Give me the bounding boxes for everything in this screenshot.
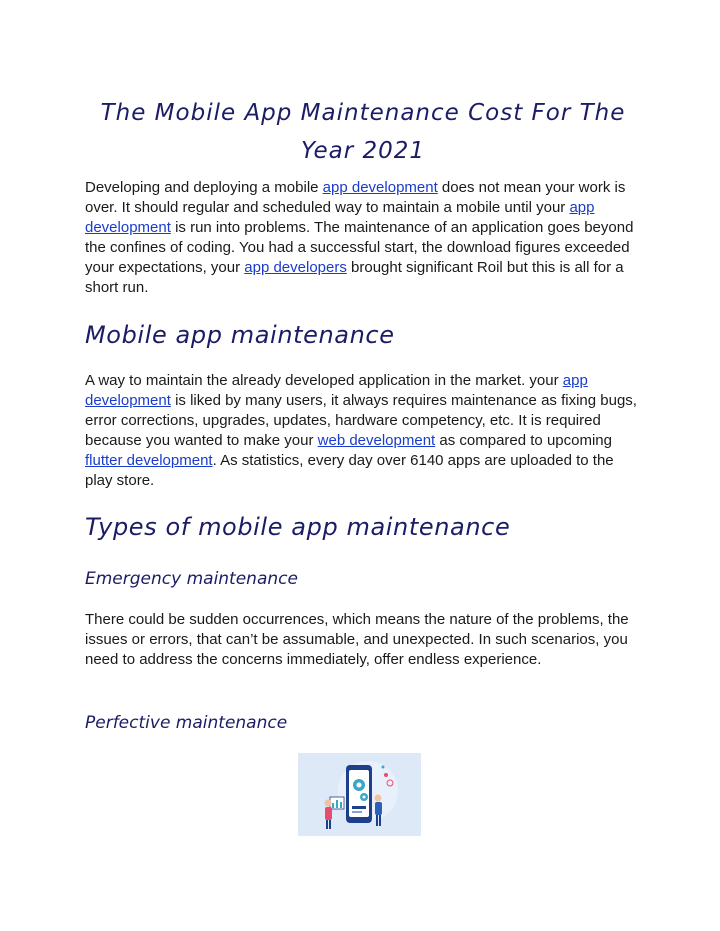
app-development-link[interactable]: app development [322,179,438,196]
section-heading-types: Types of mobile app maintenance [85,513,511,541]
subheading-emergency: Emergency maintenance [85,569,298,589]
intro-text-3: is run into problems. The maintenance of an application goes beyond the confines of coding. You had a successful start, the download figures exceeded your expectations, your [85,219,634,276]
intro-text-1: Developing and deploying a mobile [85,179,323,196]
emergency-paragraph: There could be sudden occurrences, which means the nature of the problems, the issues or errors, that can’t be assumable, and unexpected. In such scenarios, you need to address the concerns immediately, offer endless experience. [85,611,629,668]
mobile-maintenance-graphic [298,753,421,836]
maintenance-text-3: as compared to upcoming [435,432,612,449]
maintenance-illustration [298,753,421,836]
maintenance-text-4: . As statistics, every day over 6140 apps are uploaded to the play store. [85,452,614,489]
subheading-perfective: Perfective maintenance [85,713,288,733]
page-title: The Mobile App Maintenance Cost For The Year 2021 [100,100,626,164]
section-heading-mobile-app-maintenance: Mobile app maintenance [85,321,395,349]
flutter-development-link[interactable]: flutter development [85,452,213,469]
maintenance-paragraph [85,371,641,491]
app-development-link-3[interactable]: app development [85,372,588,409]
app-development-link-2[interactable]: app development [85,199,595,236]
app-developers-link[interactable]: app developers [244,259,347,276]
intro-text-4: brought significant Roil but this is all for a short run. [85,259,624,296]
maintenance-text-2: is liked by many users, it always requires maintenance as fixing bugs, error corrections, upgrades, updates, hardware competency, etc. It is required because you wanted to make your [85,392,637,449]
intro-text-2: does not mean your work is over. It should regular and scheduled way to maintain a mobile until your [85,179,626,216]
intro-paragraph [85,178,641,298]
web-development-link[interactable]: web development [317,432,436,449]
maintenance-text-1: A way to maintain the already developed application in the market. your [85,372,563,389]
